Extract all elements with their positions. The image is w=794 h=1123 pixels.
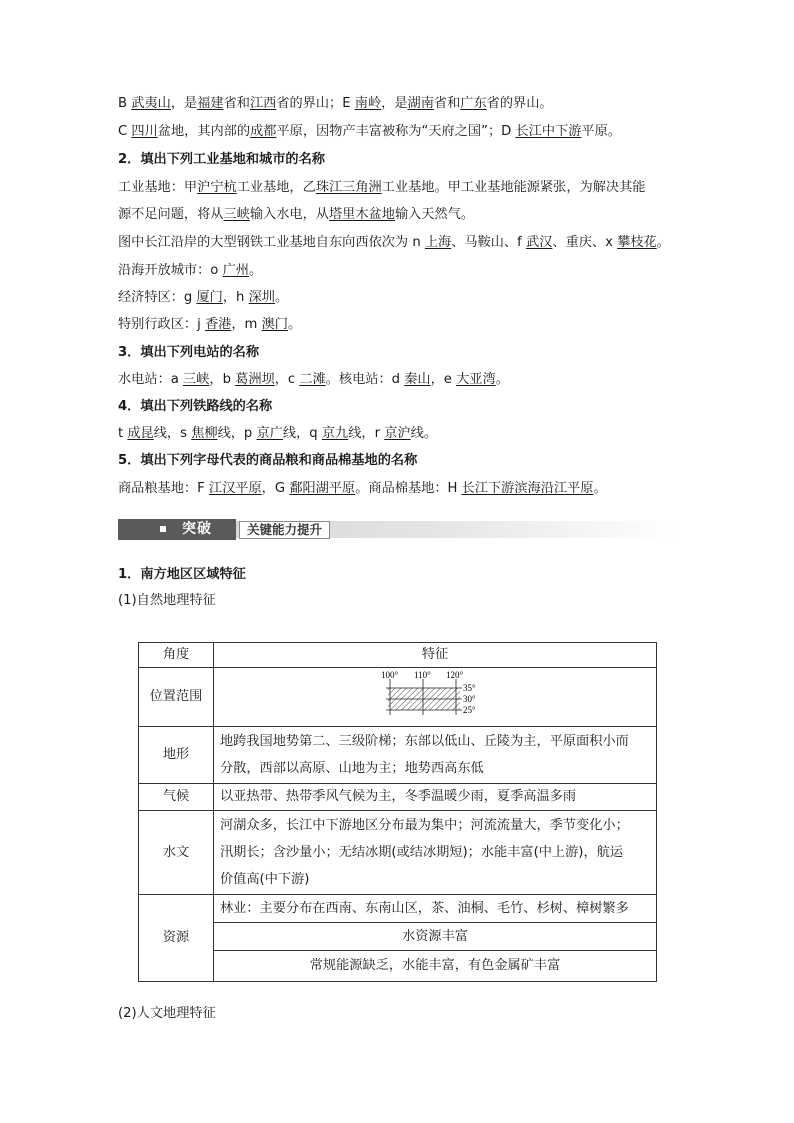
line-text: 、马鞍山、f <box>451 235 527 250</box>
lon-label-110: 110° <box>414 670 431 680</box>
line-text: 。 <box>275 290 289 305</box>
line-text: 工业基地：甲 <box>118 180 198 195</box>
hydrology-text-line1: 河湖众多，长江中下游地区分布最为集中；河流流量大，季节变化小； <box>220 818 629 833</box>
climate-text: 以亚热带、热带季风气候为主，冬季温暖少雨，夏季高温多雨 <box>214 784 657 811</box>
natural-features-table <box>138 642 657 982</box>
line-text: 工业基地。甲工业基地能源紧张，为解决其能 <box>381 180 646 195</box>
filled-answer: 京沪 <box>384 426 411 441</box>
filled-answer: 成昆 <box>127 426 154 441</box>
subheading-human: (2)人文地理特征 <box>118 1006 216 1021</box>
resources-energy: 常规能源缺乏，水能丰富，有色金属矿丰富 <box>214 951 657 982</box>
line-text: 输入水电，从 <box>249 207 329 222</box>
answer-line <box>118 480 607 498</box>
table-row-terrain <box>139 727 657 784</box>
line-text: ，是 <box>170 96 198 111</box>
filled-answer: 塔里木盆地 <box>329 207 395 222</box>
line-text: 图中长江沿岸的大型钢铁工业基地自东向西依次为 n <box>118 235 425 250</box>
line-text: ，h <box>222 290 249 305</box>
filled-answer: 二滩 <box>299 372 326 387</box>
line-text: 省的界山；E <box>276 96 355 111</box>
line-text: 源不足问题，将从 <box>118 207 224 222</box>
line-text: 、重庆、x <box>552 235 618 250</box>
resources-water: 水资源丰富 <box>214 923 657 951</box>
table-header-row <box>139 643 657 668</box>
filled-answer: 武汉 <box>526 235 553 250</box>
line-text: 。 <box>593 481 607 496</box>
lat-label-25: 25° <box>463 705 476 715</box>
line-text: ，c <box>274 372 300 387</box>
line-text: ，m <box>231 317 262 332</box>
filled-answer: 武夷山 <box>131 96 171 111</box>
hydrology-text-line2: 汛期长；含沙量小；无结冰期(或结冰期短)；水能丰富(中上游)，航运 <box>220 845 624 860</box>
line-text: 平原，因物产丰富被称为“天府之国”；D <box>276 124 516 139</box>
label-terrain: 地形 <box>139 727 214 784</box>
banner-subtitle: 关键能力提升 <box>239 521 330 539</box>
line-text: t <box>118 426 128 441</box>
table-row-hydrology <box>139 811 657 895</box>
table-row-climate <box>139 784 657 811</box>
filled-answer: 长江中下游 <box>515 124 582 139</box>
line-text: 省和 <box>223 96 250 111</box>
filled-answer: 香港 <box>204 317 232 332</box>
filled-answer: 上海 <box>424 235 452 250</box>
filled-answer: 攀枝花 <box>617 235 657 250</box>
lat-label-30: 30° <box>463 694 476 704</box>
banner-dark-block <box>118 519 236 540</box>
table-row-resources-forest <box>139 895 657 923</box>
answer-line <box>118 262 262 280</box>
label-resources: 资源 <box>139 895 214 982</box>
line-text: 线，r <box>348 426 385 441</box>
line-text: 商品粮基地：F <box>118 481 209 496</box>
lat-label-35: 35° <box>463 683 476 693</box>
header-features: 特征 <box>214 643 657 668</box>
filled-answer: 澳门 <box>261 317 288 332</box>
filled-answer: 湖南 <box>407 96 434 111</box>
filled-answer: 江西 <box>249 96 277 111</box>
filled-answer: 京九 <box>321 426 349 441</box>
line-text: ，e <box>430 372 457 387</box>
filled-answer: 广州 <box>222 263 249 278</box>
line-text: C <box>118 124 132 139</box>
filled-answer: 江汉平原 <box>208 481 262 496</box>
line-text: 。核电站：d <box>325 372 405 387</box>
filled-answer: 焦柳 <box>191 426 218 441</box>
table-row-resources-water <box>139 923 657 951</box>
filled-answer: 沪宁杭 <box>197 180 237 195</box>
answer-line <box>118 371 509 389</box>
line-text: 线，q <box>282 426 322 441</box>
filled-answer: 大亚湾 <box>456 372 496 387</box>
question-heading <box>118 151 325 169</box>
line-text: 省和 <box>433 96 461 111</box>
filled-answer: 三峡 <box>183 372 210 387</box>
filled-answer: 京广 <box>256 426 283 441</box>
answer-line <box>118 179 646 197</box>
square-bullet-icon <box>160 526 166 532</box>
line-text: 。商品棉基地：H <box>355 481 462 496</box>
line-text: 省的界山。 <box>486 96 553 111</box>
terrain-text <box>214 727 657 784</box>
answer-line <box>118 425 437 443</box>
line-text: 水电站：a <box>118 372 184 387</box>
filled-answer: 三峡 <box>223 207 250 222</box>
location-map-cell <box>214 668 657 727</box>
answer-line <box>118 234 670 252</box>
answer-line <box>118 316 301 334</box>
line-text: B <box>118 96 132 111</box>
filled-answer: 厦门 <box>196 290 223 305</box>
resources-forest: 林业：主要分布在西南、东南山区，茶、油桐、毛竹、杉树、樟树繁多 <box>214 895 657 923</box>
subheading-natural: (1)自然地理特征 <box>118 593 216 608</box>
line-text: 。 <box>495 372 509 387</box>
line-text: 线，s <box>153 426 192 441</box>
line-text: 工业基地，乙 <box>236 180 316 195</box>
filled-answer: 南岭 <box>354 96 382 111</box>
question-heading <box>118 398 272 416</box>
answer-line <box>118 206 474 224</box>
line-text: 线。 <box>410 426 437 441</box>
line-text: 。 <box>248 263 263 278</box>
terrain-text-line1: 地跨我国地势第二、三级阶梯；东部以低山、丘陵为主，平原面积小而 <box>220 734 629 749</box>
filled-answer: 鄱阳湖平原 <box>289 481 356 496</box>
line-text: 经济特区：g <box>118 290 197 305</box>
line-text: 4．填出下列铁路线的名称 <box>118 399 273 414</box>
line-text: 。 <box>287 317 302 332</box>
line-text: 特别行政区：j <box>118 317 205 332</box>
label-climate: 气候 <box>139 784 214 811</box>
filled-answer: 珠江三角洲 <box>315 180 382 195</box>
label-hydrology: 水文 <box>139 811 214 895</box>
filled-answer: 四川 <box>131 124 158 139</box>
label-location: 位置范围 <box>139 668 214 727</box>
table-row-location <box>139 668 657 727</box>
question-heading <box>118 344 259 362</box>
answer-line <box>118 289 288 307</box>
header-angle: 角度 <box>139 643 214 668</box>
filled-answer: 深圳 <box>248 290 275 305</box>
latitude-longitude-map-icon <box>380 669 490 725</box>
lon-label-120: 120° <box>446 670 464 680</box>
filled-answer: 长江下游滨海沿江平原 <box>461 481 594 496</box>
answer-line <box>118 123 621 141</box>
line-text: 3．填出下列电站的名称 <box>118 345 260 360</box>
hydrology-text <box>214 811 657 895</box>
question-heading <box>118 452 417 470</box>
section-banner <box>118 519 678 541</box>
filled-answer: 葛洲坝 <box>235 372 275 387</box>
filled-answer: 广东 <box>460 96 487 111</box>
section-heading: 1．南方地区区域特征 <box>118 567 246 582</box>
terrain-text-line2: 分散，西部以高原、山地为主；地势西高东低 <box>220 761 484 776</box>
line-text: 5．填出下列字母代表的商品粮和商品棉基地的名称 <box>118 453 418 468</box>
line-text: ，G <box>261 481 290 496</box>
table-row-resources-energy <box>139 951 657 982</box>
line-text: 沿海开放城市：o <box>118 263 223 278</box>
line-text: 。 <box>656 235 670 250</box>
line-text: ，b <box>209 372 236 387</box>
answer-line <box>118 95 553 113</box>
hydrology-text-line3: 价值高(中下游) <box>220 872 310 887</box>
filled-answer: 成都 <box>250 124 277 139</box>
line-text: 平原。 <box>581 124 621 139</box>
filled-answer: 福建 <box>197 96 224 111</box>
line-text: ，是 <box>381 96 408 111</box>
line-text: 线，p <box>217 426 257 441</box>
line-text: 2．填出下列工业基地和城市的名称 <box>118 152 325 167</box>
line-text: 输入天然气。 <box>394 207 475 222</box>
banner-title: 突破 <box>182 521 212 537</box>
line-text: 盆地，其内部的 <box>157 124 251 139</box>
filled-answer: 秦山 <box>404 372 431 387</box>
lon-label-100: 100° <box>381 670 399 680</box>
